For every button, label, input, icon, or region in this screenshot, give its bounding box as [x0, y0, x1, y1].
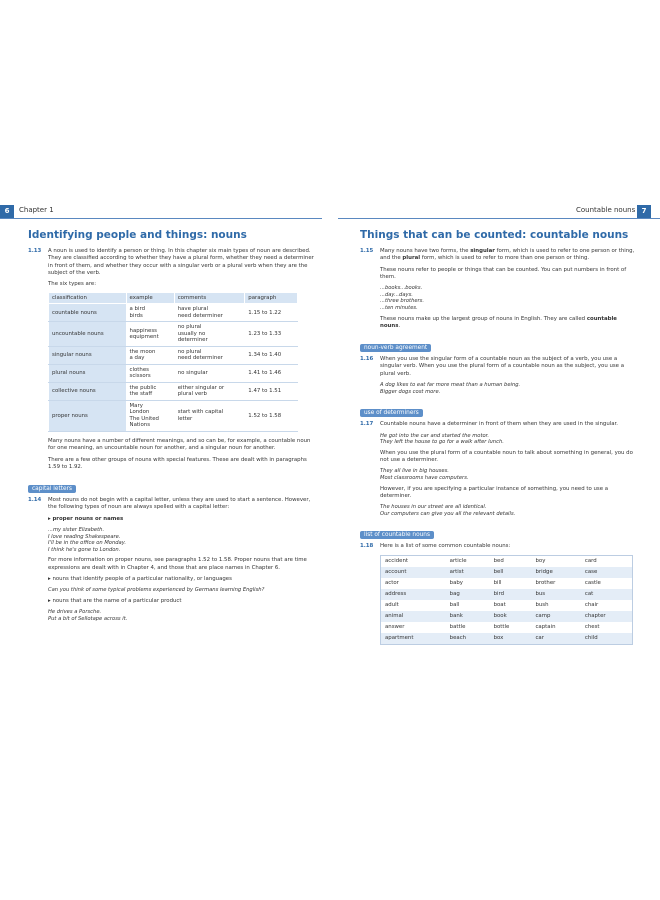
example-sentence: The houses in our street are all identical.	[380, 504, 487, 511]
paragraph-1-14	[28, 497, 318, 512]
noun-type-example-line: clothes	[129, 366, 149, 373]
table-header: classification	[49, 293, 127, 304]
example-sentence: They all live in big houses.	[380, 468, 449, 475]
noun-type-paragraph: 1.23 to 1.33	[245, 322, 298, 347]
noun-type-example-line: equipment	[129, 334, 159, 341]
word-row	[381, 622, 633, 633]
word-cell: bill	[493, 580, 502, 587]
example-sentence: I love reading Shakespeare.	[48, 533, 121, 540]
noun-type-comments	[174, 364, 245, 382]
noun-type-example	[126, 346, 174, 364]
noun-type-comments	[174, 346, 245, 364]
paragraph-1-18	[360, 543, 635, 550]
word-cell: ball	[449, 602, 460, 609]
word-cell: case	[581, 567, 633, 578]
noun-type-paragraph: 1.47 to 1.51	[245, 382, 298, 400]
noun-type-example-line: the public	[129, 384, 157, 391]
noun-type-comments-line: no plural	[177, 324, 202, 331]
word-cell: bank	[446, 611, 490, 622]
word-cell: bush	[535, 602, 549, 609]
noun-type-example	[126, 382, 174, 400]
paragraph-number: 1.18	[360, 543, 374, 550]
word-cell: bus	[531, 589, 580, 600]
example-sentence: Most classrooms have computers.	[380, 474, 469, 481]
paragraph-1-16	[360, 356, 635, 378]
word-cell: boy	[535, 558, 546, 565]
noun-type-example-line: London	[129, 409, 150, 416]
word-cell: baby	[449, 580, 463, 587]
word-cell: accident	[385, 558, 408, 565]
left-page-number: 6	[0, 205, 14, 218]
noun-type-example-line: The United	[129, 415, 159, 422]
few-other-groups-text: There are a few other groups of nouns with special features. These are dealt with in paragraphs 1.59 to 1.92.	[48, 456, 307, 470]
bullet-proper-nouns	[48, 516, 318, 523]
noun-type-example	[126, 364, 174, 382]
word-row	[381, 600, 633, 611]
countable-nouns-body	[381, 555, 633, 644]
word-cell: chapter	[581, 611, 633, 622]
noun-type-comments-line: need determiner	[177, 312, 223, 319]
word-cell: address	[381, 589, 446, 600]
noun-type-example-line: the moon	[129, 348, 156, 355]
noun-type-paragraph: 1.52 to 1.58	[245, 400, 298, 431]
right-title: Things that can be counted: countable nouns	[360, 229, 629, 241]
word-cell: book	[490, 611, 532, 622]
table-header: example	[126, 293, 174, 304]
examples-countable	[380, 285, 635, 311]
examples-product	[48, 609, 318, 622]
bullet-text: nouns that identify people of a particular nationality, or languages	[52, 576, 232, 583]
word-cell: answer	[385, 624, 405, 631]
bullet-text: nouns that are the name of a particular product	[52, 597, 182, 604]
left-page	[28, 229, 318, 626]
however-text: However, if you are specifying a particular instance of something, you need to use a determiner.	[380, 485, 609, 499]
examples-determiners-specific	[380, 504, 635, 517]
table-row	[49, 322, 298, 347]
paragraph-1-13	[28, 248, 318, 277]
word-cell: adult	[385, 602, 399, 609]
noun-type-example	[126, 304, 174, 322]
word-cell: cat	[581, 589, 633, 600]
table-row	[49, 400, 298, 431]
table-row	[49, 382, 298, 400]
word-row	[381, 633, 633, 645]
section-tag-use-of-determiners: use of determiners	[360, 409, 423, 417]
left-header-rule	[0, 218, 322, 219]
more-info-text: For more information on proper nouns, see paragraphs 1.52 to 1.58. Proper nouns that are time expressions are dealt with in Chapter 4, and those that are place names in Chapter 6.	[48, 557, 307, 571]
right-page	[360, 229, 635, 645]
noun-type-comments-line: determiner	[177, 337, 208, 344]
noun-type-comments-line: no plural	[177, 348, 202, 355]
noun-type-comments	[174, 322, 245, 347]
word-cell: bird	[490, 589, 532, 600]
noun-type-comments-line: plural verb	[177, 391, 207, 398]
paragraph-text: When you use the singular form of a countable noun as the subject of a verb, you use a singular verb. When you use the plural form of a countable noun as the subject, you use a plural verb.	[380, 356, 625, 377]
word-cell: brother	[535, 580, 556, 587]
countable-nouns-list	[380, 555, 633, 645]
noun-types-table	[48, 292, 298, 432]
word-cell: castle	[584, 580, 601, 587]
noun-type-comments-line: have plural	[177, 306, 208, 313]
word-cell: boat	[493, 602, 506, 609]
noun-type-comments	[174, 400, 245, 431]
paragraph-text: Many nouns have two forms, the singular form, which is used to refer to one person or thing, and the plural form, which is used to refer to more than one person or thing.	[380, 248, 635, 262]
word-cell: car	[531, 633, 580, 645]
word-cell: child	[581, 633, 633, 645]
word-cell: animal	[381, 611, 446, 622]
word-row	[381, 567, 633, 578]
noun-type-name: plural nouns	[49, 364, 127, 382]
word-cell: captain	[535, 624, 556, 631]
triangle-bullet-icon: ▸	[48, 515, 51, 522]
paragraph-number: 1.14	[28, 497, 42, 504]
table-header: comments	[174, 293, 245, 304]
paragraph-number: 1.16	[360, 356, 374, 363]
noun-type-paragraph: 1.34 to 1.40	[245, 346, 298, 364]
example-sentence: They left the house to go for a walk after lunch.	[380, 439, 504, 446]
word-cell: apartment	[381, 633, 446, 645]
six-types-intro: The six types are:	[48, 281, 97, 288]
example-sentence: Put a bit of Sellotape across it.	[48, 615, 128, 622]
noun-type-comments-line: usually no	[177, 330, 206, 337]
noun-types-body	[49, 304, 298, 432]
paragraph-text: Here is a list of some common countable nouns:	[380, 543, 511, 550]
paragraph-1-15	[360, 248, 635, 263]
paragraph-number: 1.17	[360, 421, 374, 428]
paragraph-text: Most nouns do not begin with a capital letter, unless they are used to start a sentence. However, the following types of noun are always spelled with a capital letter:	[48, 497, 311, 511]
noun-type-name: countable nouns	[49, 304, 127, 322]
example-sentence: ...my sister Elizabeth.	[48, 527, 105, 534]
noun-type-comments	[174, 304, 245, 322]
noun-type-example-line: Nations	[129, 422, 151, 429]
section-tag-noun-verb-agreement: noun-verb agreement	[360, 344, 431, 352]
table-row	[49, 364, 298, 382]
noun-type-name: proper nouns	[49, 400, 127, 431]
bullet-nationality	[48, 576, 318, 583]
word-row	[381, 611, 633, 622]
noun-type-example	[126, 400, 174, 431]
word-cell: artist	[446, 567, 490, 578]
triangle-bullet-icon: ▸	[48, 597, 51, 604]
example-sentence: I think he's gone to London.	[48, 546, 121, 553]
word-cell: bed	[493, 558, 504, 565]
noun-type-example-line: scissors	[129, 373, 151, 380]
example-sentence: ...three brothers.	[380, 298, 425, 305]
word-cell: bag	[446, 589, 490, 600]
noun-type-example	[126, 322, 174, 347]
noun-type-comments	[174, 382, 245, 400]
bullet-product	[48, 598, 318, 605]
word-cell: account	[381, 567, 446, 578]
examples-determiners-singular	[380, 433, 635, 446]
examples-determiners-plural	[380, 468, 635, 481]
word-cell: box	[490, 633, 532, 645]
example-sentence: I'll be in the office on Monday.	[48, 540, 127, 547]
word-cell: bell	[490, 567, 532, 578]
examples-agreement	[380, 382, 635, 395]
left-title: Identifying people and things: nouns	[28, 229, 247, 241]
bullet-text: proper nouns or names	[52, 515, 124, 522]
noun-type-comments-line: either singular or	[177, 384, 225, 391]
noun-type-comments-line: start with capital	[177, 409, 224, 416]
triangle-bullet-icon: ▸	[48, 576, 51, 583]
word-cell: camp	[531, 611, 580, 622]
noun-type-example-line: the staff	[129, 391, 153, 398]
noun-type-example-line: Mary	[129, 402, 143, 409]
example-sentence: ...books...books.	[380, 285, 423, 292]
paragraph-number: 1.13	[28, 248, 42, 254]
example-sentence: A dog likes to eat far more meat than a human being.	[380, 382, 521, 389]
word-cell: battle	[449, 624, 466, 631]
example-sentence: He drives a Porsche.	[48, 609, 102, 616]
table-header: paragraph	[245, 293, 298, 304]
example-sentence: ...ten minutes.	[380, 304, 418, 311]
example-sentence: Our computers can give you all the relevant details.	[380, 510, 516, 517]
word-cell: chair	[584, 602, 599, 609]
word-cell: chest	[584, 624, 600, 631]
examples-proper-nouns	[48, 527, 318, 553]
example-sentence: ...day...days.	[380, 291, 413, 298]
paragraph-text: Countable nouns have a determiner in front of them when they are used in the singular.	[380, 421, 618, 428]
word-row	[381, 555, 633, 567]
word-cell: article	[449, 558, 467, 565]
word-row	[381, 589, 633, 600]
noun-type-comments-line: need determiner	[177, 355, 223, 362]
word-cell: bottle	[493, 624, 510, 631]
word-cell: card	[584, 558, 597, 565]
right-page-number: 7	[637, 205, 651, 218]
plural-general-text: When you use the plural form of a countable noun to talk about something in general, you do not use a determiner.	[380, 449, 633, 464]
noun-type-example-line: birds	[129, 312, 143, 319]
noun-type-example-line: a day	[129, 355, 145, 362]
table-row	[49, 304, 298, 322]
example-sentence: Bigger dogs cost more.	[380, 388, 441, 395]
noun-type-name: collective nouns	[49, 382, 127, 400]
right-header-rule	[338, 218, 660, 219]
right-chapter-label: Countable nouns	[576, 206, 636, 214]
example-sentence: Can you think of some typical problems experienced by Germans learning English?	[48, 587, 265, 594]
word-cell: beach	[446, 633, 490, 645]
word-cell: bridge	[531, 567, 580, 578]
paragraph-text: A noun is used to identify a person or thing. In this chapter six main types of noun are described. They are classified according to whether they have a plural form, whether they need a determiner in front of them, and whether they occur with a singular verb or a plural verb when they are the subject of the verb.	[48, 248, 314, 276]
table-header-row	[49, 293, 298, 304]
many-meanings-text: Many nouns have a number of different meanings, and so can be, for example, a countable noun for one meaning, an uncountable noun for another, and a singular noun for another.	[48, 437, 311, 452]
noun-type-example-line: happiness	[129, 327, 157, 334]
paragraph-1-17	[360, 421, 635, 428]
word-cell: actor	[385, 580, 399, 587]
noun-type-comments-line: no singular	[177, 370, 208, 377]
section-tag-list-of-countable-nouns: list of countable nouns	[360, 531, 434, 539]
noun-type-name: uncountable nouns	[49, 322, 127, 347]
table-row	[49, 346, 298, 364]
noun-type-paragraph: 1.15 to 1.22	[245, 304, 298, 322]
countable-refer-text: These nouns refer to people or things that can be counted. You can put numbers in front of them.	[380, 266, 627, 280]
noun-type-example-line: a bird	[129, 306, 146, 313]
noun-type-paragraph: 1.41 to 1.46	[245, 364, 298, 382]
noun-type-comments-line: letter	[177, 415, 193, 422]
examples-nationality	[48, 587, 318, 594]
largest-group-text: These nouns make up the largest group of nouns in English. They are called countable nouns.	[380, 315, 617, 329]
example-sentence: He got into the car and started the motor.	[380, 432, 489, 439]
section-tag-capital-letters: capital letters	[28, 485, 76, 493]
paragraph-number: 1.15	[360, 248, 374, 254]
page-header	[0, 205, 660, 219]
left-chapter-label: Chapter 1	[19, 206, 54, 214]
word-row	[381, 578, 633, 589]
noun-type-name: singular nouns	[49, 346, 127, 364]
